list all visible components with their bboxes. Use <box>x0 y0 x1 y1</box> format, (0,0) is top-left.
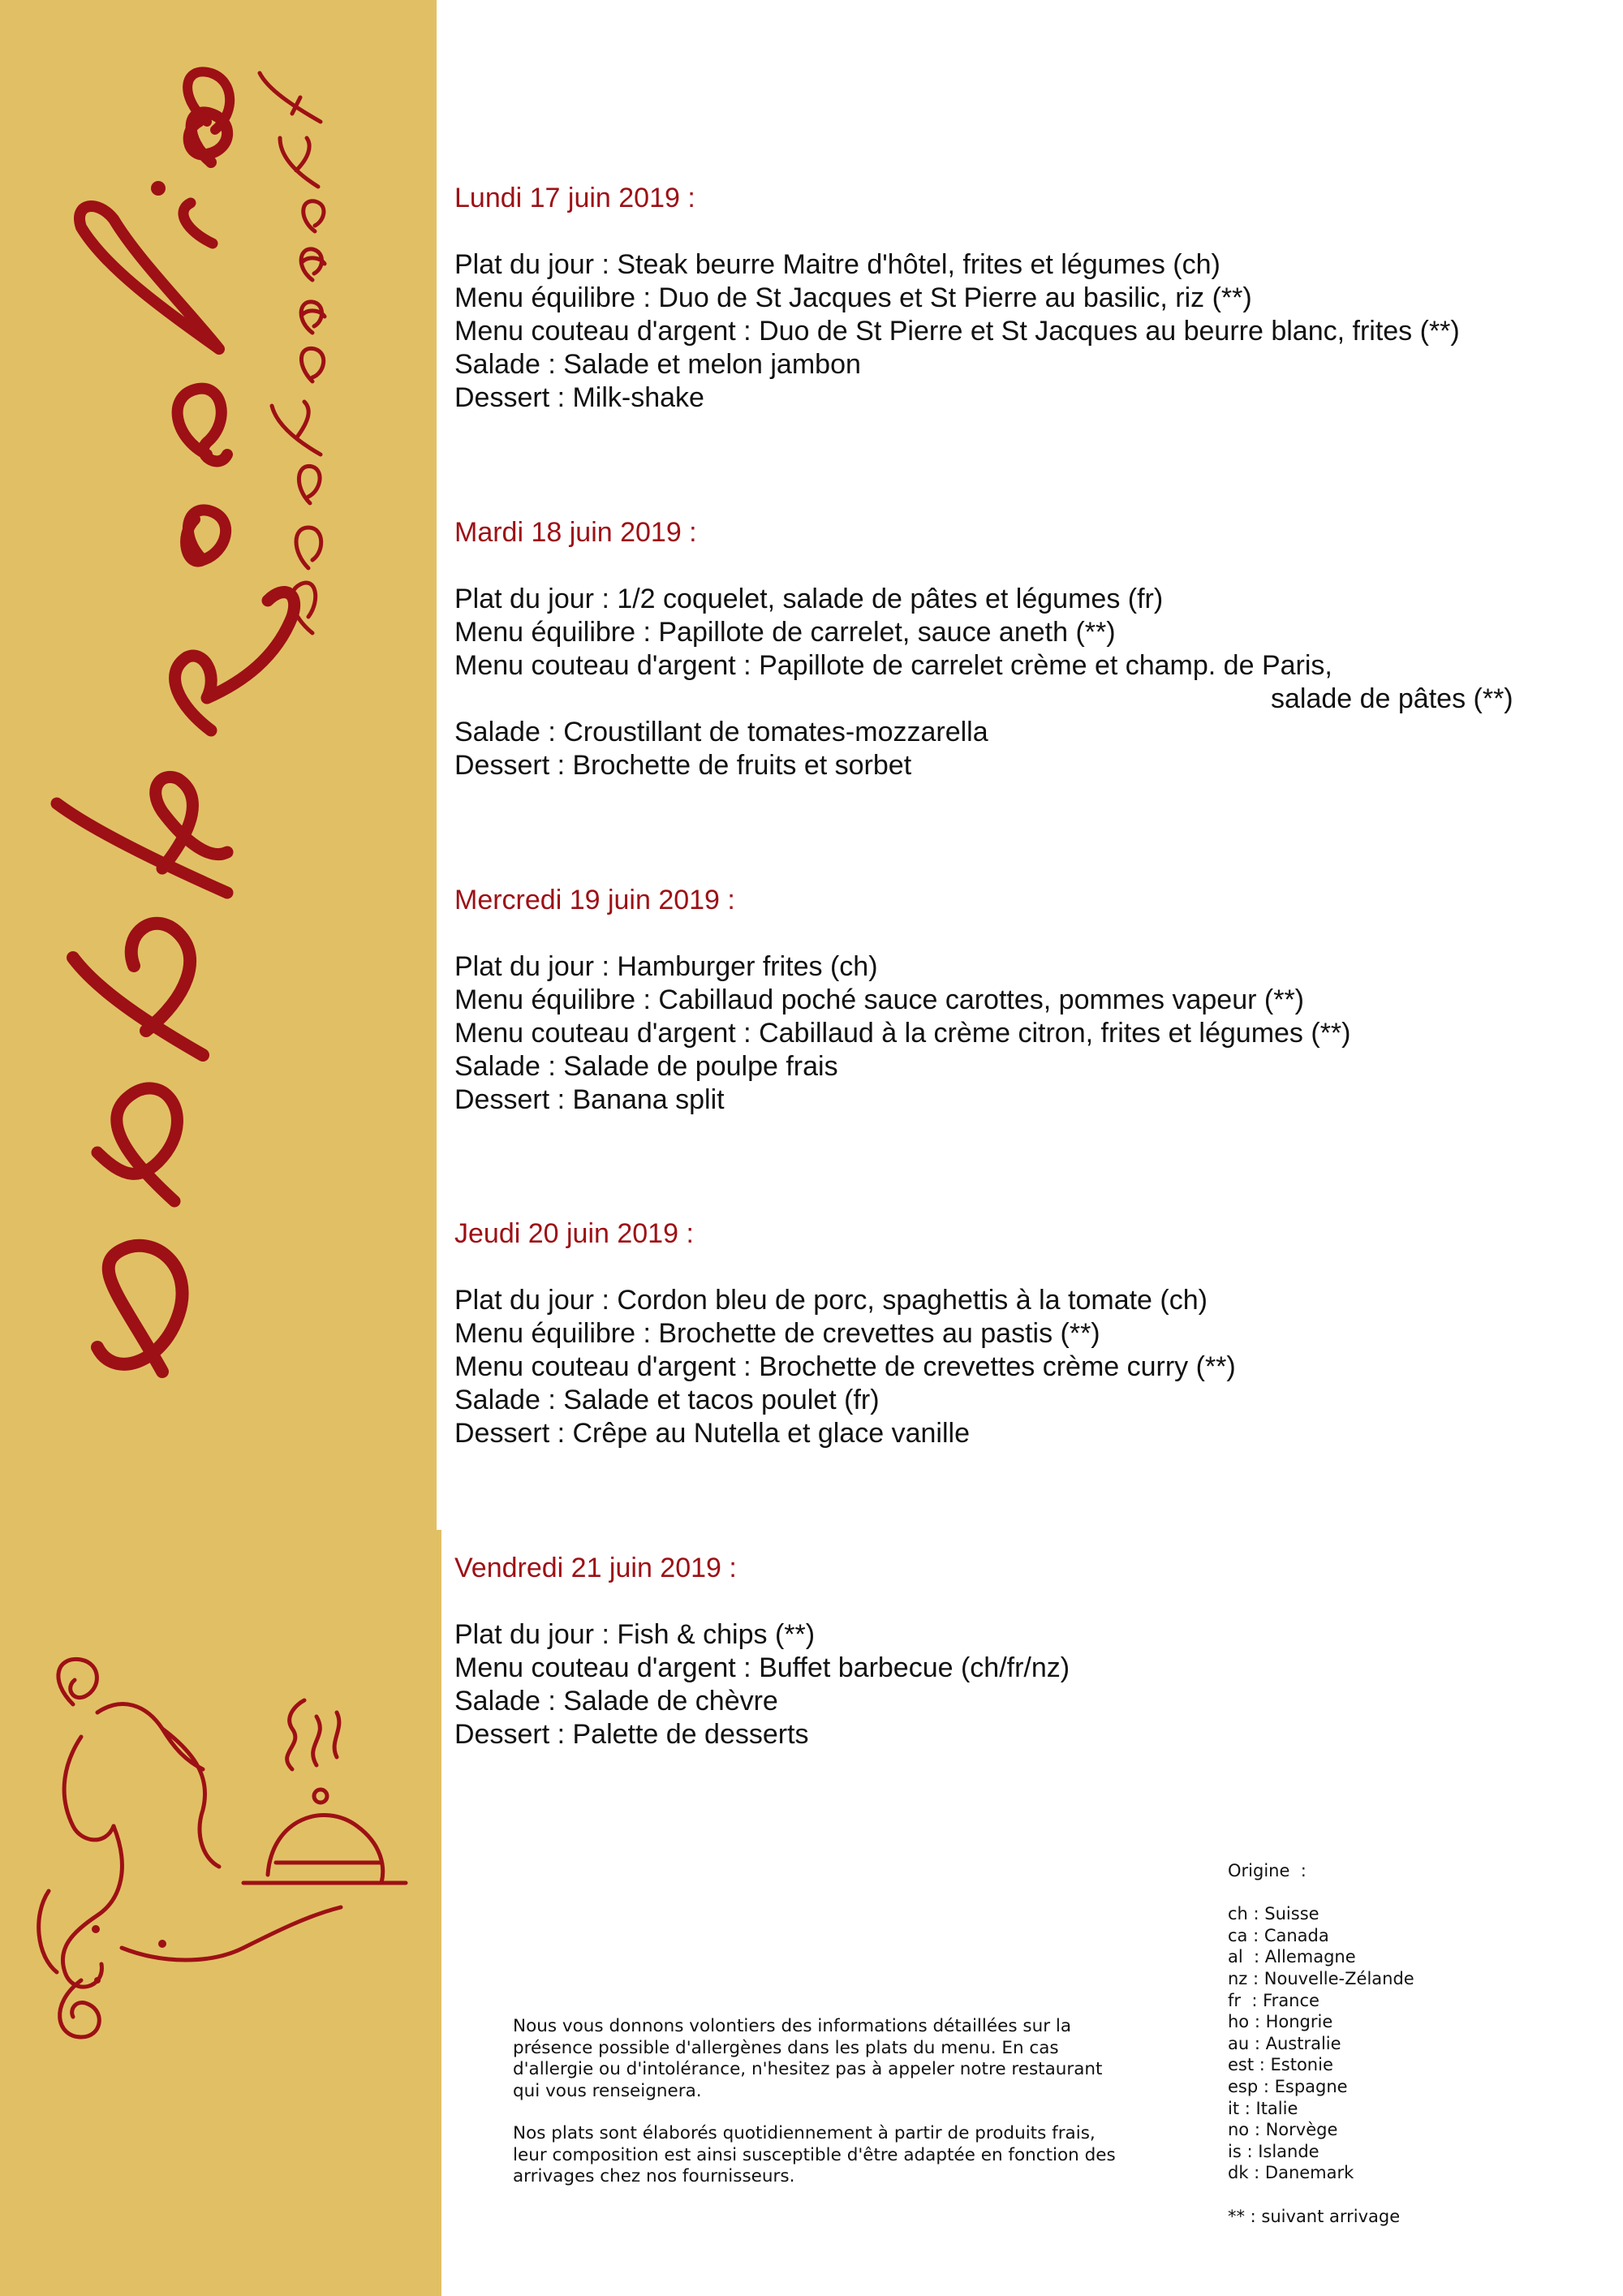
serving-cloche-icon <box>39 1659 406 2037</box>
origin-legend <box>1228 1860 1569 2227</box>
day-title: Lundi 17 juin 2019 : <box>454 183 695 213</box>
menu-line: Salade : Salade de chèvre <box>454 1686 778 1717</box>
day-block <box>454 1217 1607 1450</box>
menu-line: Dessert : Milk-shake <box>454 382 704 413</box>
menu-line: Salade : Salade et tacos poulet (fr) <box>454 1385 880 1415</box>
origin-item: esp : Espagne <box>1228 2076 1348 2096</box>
origin-item: nz : Nouvelle-Zélande <box>1228 1968 1414 1988</box>
menu-line: Menu équilibre : Papillote de carrelet, sauce aneth (**) <box>454 617 1116 648</box>
day-block <box>454 884 1607 1117</box>
day-title: Mercredi 19 juin 2019 : <box>454 885 735 915</box>
menu-line: Menu couteau d'argent : Cabillaud à la crème citron, frites et légumes (**) <box>454 1018 1351 1049</box>
menu-line: Salade : Salade de poulpe frais <box>454 1051 838 1082</box>
menu-line-continued: salade de pâtes (**) <box>1271 683 1513 714</box>
origin-item: fr : France <box>1228 1990 1319 2010</box>
menu-line: Menu équilibre : Cabillaud poché sauce carottes, pommes vapeur (**) <box>454 984 1304 1015</box>
restaurant-subtitle-wordmark <box>260 73 325 633</box>
menu-line: Menu équilibre : Brochette de crevettes au pastis (**) <box>454 1318 1100 1349</box>
origin-item: est : Estonie <box>1228 2055 1333 2075</box>
menu-line: Menu couteau d'argent : Papillote de carrelet crème et champ. de Paris, <box>454 650 1332 681</box>
day-title: Vendredi 21 juin 2019 : <box>454 1553 737 1583</box>
menu-line: Menu couteau d'argent : Buffet barbecue (ch/fr/nz) <box>454 1652 1070 1683</box>
menu-line: Menu couteau d'argent : Brochette de crevettes crème curry (**) <box>454 1351 1236 1382</box>
band-step <box>437 1530 441 2296</box>
day-block <box>454 516 1607 782</box>
menu-line: Dessert : Crêpe au Nutella et glace vanille <box>454 1418 970 1449</box>
origin-item: no : Norvège <box>1228 2120 1338 2140</box>
origin-item: it : Italie <box>1228 2098 1298 2118</box>
menu-line: Menu équilibre : Duo de St Jacques et St Pierre au basilic, riz (**) <box>454 282 1252 313</box>
menu-line: Salade : Salade et melon jambon <box>454 349 861 380</box>
menu-line: Plat du jour : 1/2 coquelet, salade de pâtes et légumes (fr) <box>454 584 1164 614</box>
day-title: Mardi 18 juin 2019 : <box>454 517 697 548</box>
fresh-products-paragraph: Nos plats sont élaborés quotidiennement à partir de produits frais, leur composition est ainsi susceptible d'être adaptée en fonction des arrivages chez nos fournisseurs. <box>513 2123 1116 2186</box>
origin-item: au : Australie <box>1228 2033 1341 2053</box>
origin-footnote: ** : suivant arrivage <box>1228 2206 1401 2226</box>
origin-title: Origine : <box>1228 1861 1307 1880</box>
menu-line: Menu couteau d'argent : Duo de St Pierre et St Jacques au beurre blanc, frites (**) <box>454 316 1460 347</box>
allergy-notice <box>513 2016 1130 2209</box>
le-physalis-wordmark <box>57 71 295 1372</box>
menu-line: Dessert : Banana split <box>454 1084 725 1115</box>
origin-item: dk : Danemark <box>1228 2163 1354 2183</box>
origin-item: ca : Canada <box>1228 1925 1329 1945</box>
menu-line: Plat du jour : Fish & chips (**) <box>454 1619 816 1650</box>
allergy-paragraph: Nous vous donnons volontiers des informations détaillées sur la présence possible d'allergènes dans les plats du menu. En cas d'allergie ou d'intolérance, n'hesitez pas à appeler notre restaurant qui vous renseignera. <box>513 2016 1103 2101</box>
restaurant-logo <box>0 0 437 2296</box>
day-block <box>454 182 1607 415</box>
menu-line: Plat du jour : Steak beurre Maitre d'hôtel, frites et légumes (ch) <box>454 249 1220 280</box>
menu-line: Dessert : Palette de desserts <box>454 1719 809 1750</box>
origin-item: ch : Suisse <box>1228 1904 1319 1924</box>
origin-item: ho : Hongrie <box>1228 2012 1333 2032</box>
origin-item: al : Allemagne <box>1228 1947 1356 1967</box>
menu-line: Plat du jour : Cordon bleu de porc, spaghettis à la tomate (ch) <box>454 1285 1208 1316</box>
day-title: Jeudi 20 juin 2019 : <box>454 1218 694 1249</box>
day-block <box>454 1552 1607 1751</box>
menu-line: Plat du jour : Hamburger frites (ch) <box>454 951 878 982</box>
origin-item: is : Islande <box>1228 2141 1319 2161</box>
menu-line: Salade : Croustillant de tomates-mozzarella <box>454 717 988 747</box>
menu-line: Dessert : Brochette de fruits et sorbet <box>454 750 912 781</box>
